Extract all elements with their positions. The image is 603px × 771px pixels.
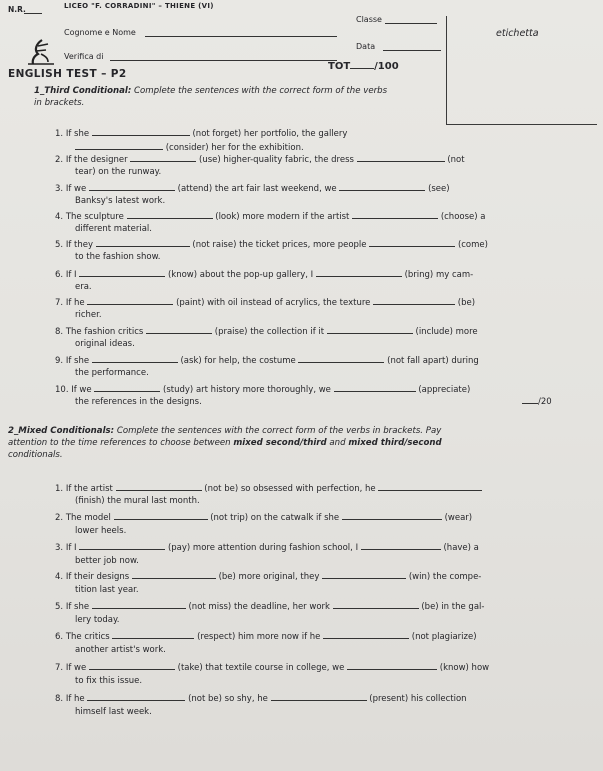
item-text: (appreciate) [418, 385, 471, 395]
answer-blank[interactable] [327, 325, 413, 334]
s1-item-4-line1 [55, 210, 485, 222]
answer-blank[interactable] [339, 182, 425, 191]
answer-blank[interactable] [378, 482, 482, 491]
s1-item-9-line2: the performance. [75, 368, 149, 378]
name-label: Cognome e Nome [64, 28, 136, 37]
s1-item-7-line1 [55, 296, 475, 308]
answer-blank[interactable] [92, 600, 186, 609]
item-text: (respect) him more now if he [197, 632, 321, 642]
item-text: (be) [457, 298, 476, 308]
answer-blank[interactable] [112, 630, 194, 639]
answer-blank[interactable] [298, 354, 384, 363]
s1-item-8-line1 [55, 325, 478, 337]
name-field[interactable] [145, 36, 337, 37]
item-number: 1. [55, 129, 64, 139]
item-text: (not trip) on the catwalk if she [210, 513, 340, 523]
item-text: (be) more original, they [218, 572, 320, 582]
s1-item-9-line1 [55, 354, 479, 366]
item-text: (not be) so obsessed with perfection, he [204, 484, 376, 494]
item-text: (know) about the pop-up gallery, I [167, 270, 314, 280]
item-text: (attend) the art fair last weekend, we [177, 184, 337, 194]
date-label: Data [356, 42, 376, 51]
s1-item-10-line2: the references in the designs. [75, 397, 202, 407]
section1-instruction-cont [34, 98, 84, 108]
section2-keyword: mixed third/second [348, 438, 442, 448]
item-number: 8. [55, 694, 64, 704]
item-text: (use) higher-quality fabric, the dress [199, 155, 354, 165]
item-text: If the artist [65, 484, 113, 494]
section1-score [522, 396, 552, 407]
answer-blank[interactable] [322, 570, 406, 579]
answer-blank[interactable] [323, 630, 409, 639]
item-text: (know) how [439, 663, 490, 673]
answer-blank[interactable] [146, 325, 212, 334]
answer-blank[interactable] [87, 692, 185, 701]
item-number: 7. [55, 663, 64, 673]
item-number: 3. [55, 543, 64, 553]
item-text: (have) a [443, 543, 479, 553]
s1-item-8-line2: original ideas. [75, 339, 135, 349]
s2-item-2-line2: lower heels. [75, 526, 127, 536]
answer-blank[interactable] [116, 482, 202, 491]
item-text: (wear) [444, 513, 473, 523]
answer-blank[interactable] [271, 692, 367, 701]
item-number: 5. [55, 602, 64, 612]
total-prefix: TOT [328, 61, 351, 72]
s2-item-3-line2: better job now. [75, 556, 139, 566]
item-number: 1. [55, 484, 64, 494]
item-text: (study) art history more thoroughly, we [163, 385, 331, 395]
nr-field[interactable] [24, 13, 42, 14]
s2-item-6-line2: another artist's work. [75, 645, 166, 655]
answer-blank[interactable] [130, 153, 196, 162]
item-number: 3. [55, 184, 64, 194]
verification-field[interactable] [110, 60, 337, 61]
answer-blank[interactable] [352, 210, 438, 219]
item-text: The fashion critics [65, 327, 144, 337]
item-text: (paint) with oil instead of acrylics, the texture [176, 298, 371, 308]
s1-item-6-line1 [55, 268, 473, 280]
item-text: (not miss) the deadline, her work [188, 602, 330, 612]
answer-blank[interactable] [361, 541, 441, 550]
answer-blank[interactable] [114, 511, 208, 520]
item-text: (bring) my cam- [404, 270, 474, 280]
total-score [328, 60, 399, 72]
answer-blank[interactable] [79, 268, 165, 277]
section2-heading: 2_Mixed Conditionals: [8, 426, 115, 436]
item-text: (not plagiarize) [411, 632, 477, 642]
s1-item-2-line2: tear) on the runway. [75, 167, 162, 177]
item-text: (not forget) her portfolio, the gallery [192, 129, 348, 139]
item-text: If he [65, 694, 85, 704]
answer-blank[interactable] [342, 511, 442, 520]
s2-item-5-line2: lery today. [75, 615, 120, 625]
item-text: (not raise) the ticket prices, more people [192, 240, 367, 250]
section2-instruction-text: attention to the time references to choose between [8, 438, 231, 448]
item-text: (present) his collection [369, 694, 467, 704]
item-text: If I [65, 543, 77, 553]
s2-item-4-line1 [55, 570, 481, 582]
s1-item-1-line2 [75, 141, 304, 153]
s1-item-6-line2: era. [75, 282, 92, 292]
section2-instruction-line2 [8, 438, 442, 448]
s1-item-5-line2: to the fashion show. [75, 252, 161, 262]
item-text: If we [65, 184, 87, 194]
item-text: (consider) her for the exhibition. [165, 143, 304, 153]
answer-blank[interactable] [333, 600, 419, 609]
answer-blank[interactable] [89, 661, 175, 670]
item-text: The sculpture [65, 212, 124, 222]
s1-item-2-line1 [55, 153, 465, 165]
answer-blank[interactable] [316, 268, 402, 277]
item-text: If she [65, 129, 90, 139]
s2-item-1-line2: (finish) the mural last month. [75, 496, 200, 506]
item-text: (win) the compe- [408, 572, 482, 582]
item-number: 5. [55, 240, 64, 250]
item-number: 9. [55, 356, 64, 366]
date-field[interactable] [383, 50, 441, 51]
item-number: 2. [55, 513, 64, 523]
answer-blank[interactable] [94, 383, 160, 392]
total-suffix: /100 [374, 61, 399, 72]
section2-instruction-text: and [329, 438, 346, 448]
item-text: (ask) for help, the costume [180, 356, 296, 366]
answer-blank[interactable] [347, 661, 437, 670]
item-number: 2. [55, 155, 64, 165]
item-text: (see) [428, 184, 450, 194]
item-text: (not [447, 155, 465, 165]
section2-instruction-line3 [8, 450, 63, 460]
answer-blank[interactable] [96, 238, 190, 247]
test-title: ENGLISH TEST – P2 [8, 68, 127, 80]
s2-item-7-line1 [55, 661, 489, 673]
s2-item-2-line1 [55, 511, 472, 523]
section1-score-field[interactable] [522, 396, 538, 404]
item-text: (pay) more attention during fashion school, I [167, 543, 359, 553]
section2-keyword: mixed second/third [233, 438, 327, 448]
item-text: (be) in the gal- [421, 602, 485, 612]
section1-instruction-cont-text: in brackets. [34, 98, 85, 108]
s2-item-1-line1 [55, 482, 482, 494]
item-number: 6. [55, 632, 64, 642]
item-text: If I [65, 270, 77, 280]
section1-score-suffix: /20 [538, 397, 552, 407]
answer-blank[interactable] [132, 570, 216, 579]
item-text: (come) [457, 240, 488, 250]
item-number: 6. [55, 270, 64, 280]
item-text: If we [71, 385, 92, 395]
item-text: (choose) a [440, 212, 486, 222]
item-text: If we [65, 663, 87, 673]
item-text: If the designer [65, 155, 128, 165]
answer-blank[interactable] [357, 153, 445, 162]
answer-blank[interactable] [75, 141, 163, 150]
item-text: (include) more [415, 327, 478, 337]
item-text: If he [65, 298, 85, 308]
section2-instruction-text: Complete the sentences with the correct form of the verbs in brackets. Pay [116, 426, 442, 436]
section2-instruction-text: conditionals. [8, 450, 63, 460]
item-text: If their designs [65, 572, 130, 582]
total-field[interactable] [350, 60, 374, 69]
section1-heading: 1_Third Conditional: [34, 86, 132, 96]
answer-blank[interactable] [92, 127, 190, 136]
s1-item-7-line2: richer. [75, 310, 102, 320]
s1-item-3-line2: Banksy's latest work. [75, 196, 166, 206]
answer-blank[interactable] [79, 541, 165, 550]
item-number: 4. [55, 572, 64, 582]
s1-item-5-line1 [55, 238, 488, 250]
answer-blank[interactable] [87, 296, 173, 305]
sticker-label: etichetta [496, 28, 539, 39]
answer-blank[interactable] [334, 383, 416, 392]
answer-blank[interactable] [369, 238, 455, 247]
class-label: Classe [356, 15, 382, 24]
item-text: The model [65, 513, 111, 523]
s2-item-6-line1 [55, 630, 477, 642]
school-name: LICEO "F. CORRADINI" – THIENE (VI) [64, 2, 214, 10]
answer-blank[interactable] [373, 296, 455, 305]
s2-item-5-line1 [55, 600, 484, 612]
item-text: The critics [65, 632, 110, 642]
item-number: 10. [55, 385, 69, 395]
item-text: (take) that textile course in college, we [177, 663, 345, 673]
class-field[interactable] [385, 23, 437, 24]
item-text: If they [65, 240, 94, 250]
s2-item-8-line2: himself last week. [75, 707, 152, 717]
item-text: If she [65, 602, 90, 612]
s2-item-8-line1 [55, 692, 467, 704]
s1-item-4-line2: different material. [75, 224, 152, 234]
item-text: If she [65, 356, 90, 366]
item-text: (not fall apart) during [387, 356, 479, 366]
nr-label: N.R. [8, 5, 26, 14]
s2-item-4-line2: tition last year. [75, 585, 139, 595]
section1-instruction [34, 86, 387, 96]
answer-blank[interactable] [89, 182, 175, 191]
answer-blank[interactable] [92, 354, 178, 363]
item-text: (not be) so shy, he [188, 694, 268, 704]
item-text: (praise) the collection if it [214, 327, 325, 337]
s1-item-1-line1 [55, 127, 347, 139]
item-number: 4. [55, 212, 64, 222]
verification-label: Verifica di [64, 52, 104, 61]
answer-blank[interactable] [127, 210, 213, 219]
item-text: (look) more modern if the artist [215, 212, 350, 222]
section2-instruction [8, 426, 441, 436]
s2-item-7-line2: to fix this issue. [75, 676, 143, 686]
item-number: 8. [55, 327, 64, 337]
school-logo-icon [26, 38, 56, 66]
s1-item-3-line1 [55, 182, 450, 194]
s1-item-10-line1 [55, 383, 470, 395]
s2-item-3-line1 [55, 541, 479, 553]
section1-instruction-text: Complete the sentences with the correct form of the verbs [134, 86, 388, 96]
item-number: 7. [55, 298, 64, 308]
